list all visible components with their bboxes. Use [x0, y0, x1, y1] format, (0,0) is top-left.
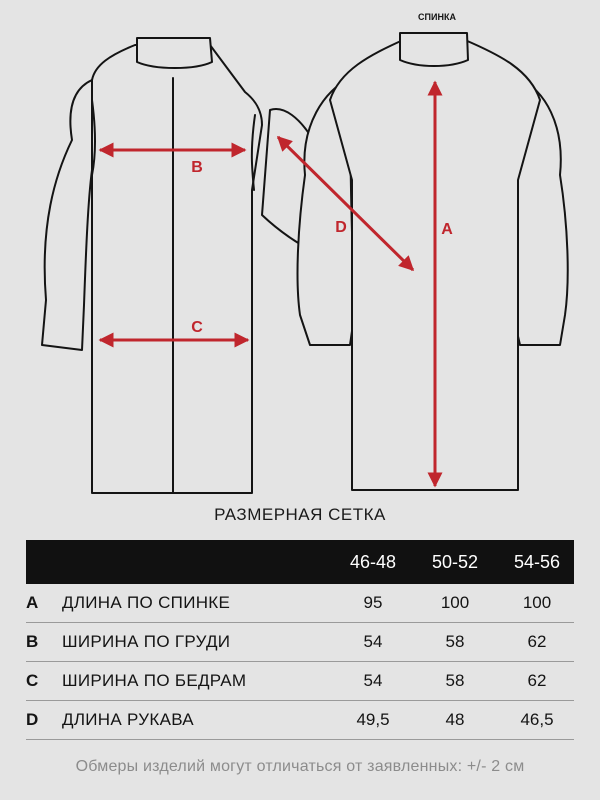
row-letter: A [26, 593, 39, 612]
row-value: 48 [445, 710, 465, 729]
table-row [26, 623, 574, 662]
measurement-footnote: Обмеры изделий могут отличаться от заявленных: +/- 2 см [75, 758, 525, 775]
measure-a-label: A [441, 221, 453, 238]
front-collar [137, 38, 212, 68]
row-label: ДЛИНА ПО СПИНКЕ [62, 593, 231, 612]
front-body [92, 45, 262, 493]
row-value: 46,5 [520, 710, 554, 729]
table-row [26, 584, 574, 623]
table-row [26, 662, 574, 701]
size-table-header [26, 540, 574, 584]
row-value: 62 [527, 632, 547, 651]
row-value: 100 [440, 593, 470, 612]
back-view [298, 33, 568, 490]
size-chart-title: РАЗМЕРНАЯ СЕТКА [214, 505, 386, 524]
row-value: 58 [445, 632, 465, 651]
back-collar [400, 33, 468, 66]
row-value: 100 [522, 593, 552, 612]
table-row [26, 701, 574, 740]
row-value: 49,5 [356, 710, 390, 729]
size-col-2: 50-52 [431, 552, 479, 572]
row-value: 62 [527, 671, 547, 690]
row-letter: B [26, 632, 39, 651]
row-label: ШИРИНА ПО БЕДРАМ [62, 671, 247, 690]
measure-d-label: D [335, 219, 347, 236]
row-value: 58 [445, 671, 465, 690]
measure-c-label: C [191, 319, 203, 336]
measure-b-label: B [191, 159, 203, 176]
size-col-1: 46-48 [349, 552, 397, 572]
row-value: 95 [363, 593, 383, 612]
row-label: ДЛИНА РУКАВА [62, 710, 194, 729]
row-letter: D [26, 710, 39, 729]
size-col-3: 54-56 [513, 552, 561, 572]
back-view-label: СПИНКА [418, 12, 456, 22]
row-value: 54 [363, 671, 383, 690]
row-value: 54 [363, 632, 383, 651]
row-letter: C [26, 671, 39, 690]
row-label: ШИРИНА ПО ГРУДИ [62, 632, 231, 651]
front-left-sleeve [42, 80, 92, 350]
